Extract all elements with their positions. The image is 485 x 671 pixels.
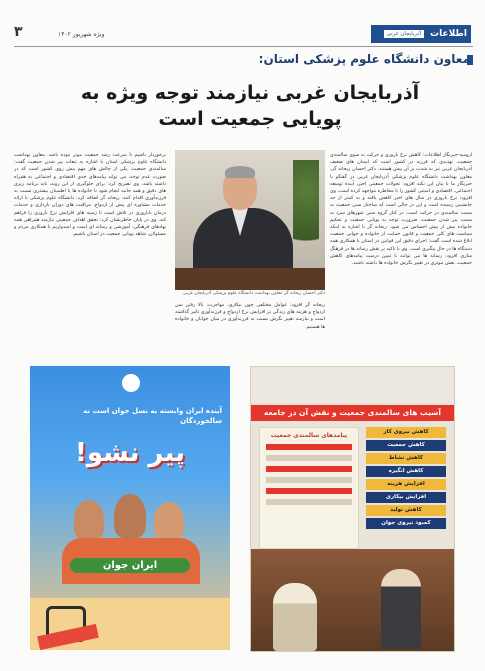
harm-item: کمبود نیروی جوان bbox=[366, 518, 446, 529]
info-panel bbox=[259, 427, 359, 549]
family-member-shape bbox=[114, 494, 146, 538]
article-text-middle: ریحانه گر افزود: عوامل مختلفی چون بیکاری، مهاجرت، بالا رفتن سن ازدواج و هزینه های زندگی بر افزایش نرخ ازدواج و فرزندآوری تاثیر گذاشته است و نیازمند تغییر نگرش نسبت به فرزندآوری در میان جوانان و خانواده ها هستیم. bbox=[175, 303, 325, 330]
harms-list bbox=[366, 427, 446, 531]
logo-subtitle: آذربایجان غربی bbox=[384, 30, 424, 38]
person-hair bbox=[225, 166, 255, 178]
info-bar bbox=[266, 444, 352, 450]
elderly-woman-shape bbox=[273, 583, 317, 651]
harm-item: کاهش جمعیت bbox=[366, 440, 446, 451]
article-headline: آذربایجان غربی نیازمند توجه ویژه به پویایی جمعیت است bbox=[80, 82, 420, 130]
info-bar bbox=[266, 466, 352, 472]
poster-population-youth bbox=[30, 366, 230, 650]
harm-item: کاهش نشاط bbox=[366, 453, 446, 464]
info-bar bbox=[266, 477, 352, 483]
poster-banner: ایران جوان bbox=[70, 558, 190, 573]
family-member-shape bbox=[74, 500, 104, 540]
article-text-left: برخوردار باشیم تا سرعت رشد جمعیت موثر نبوده باشد. معاون بهداشت دانشگاه علوم پزشکی استان با اشاره به تبعات پیر شدن جمعیت گفت: سالمندی جمعیت، یکی از چالش های مهم پیش روی کشور است که در صورت عدم توجه، می تواند پیامدهای جدی اقتصادی و اجتماعی به همراه داشته باشد. وی تصریح کرد: برای جلوگیری از این روند، باید برنامه ریزی های دقیق و همه جانبه انجام شود تا خانواده ها با اطمینان بیشتری نسبت به فرزندآوری اقدام کنند. ریحانه گر اضافه کرد: دانشگاه علوم پزشکی با ارائه خدمات مشاوره ای پیش از ازدواج، مراقبت های دوران بارداری و خدمات درمان ناباروری در تلاش است تا زمینه های افزایش نرخ باروری را فراهم کند. وی در پایان خاطرنشان کرد: تحقق اهداف جمعیتی نیازمند همراهی همه نهادهای فرهنگی، آموزشی و رسانه ای است و امیدواریم با همکاری مردم و مسئولان، شاهد پویایی جمعیت در استان باشیم. bbox=[14, 153, 166, 238]
elderly-man-shape bbox=[381, 569, 421, 649]
article-column-middle bbox=[175, 302, 325, 368]
article-column-left bbox=[14, 152, 166, 382]
header-divider bbox=[14, 46, 473, 47]
article-photo bbox=[175, 150, 325, 290]
harm-item: کاهش نیروی کار bbox=[366, 427, 446, 438]
elderly-scene bbox=[251, 549, 454, 651]
harm-item: افزایش هزینه bbox=[366, 479, 446, 490]
logo-title: اطلاعات bbox=[430, 29, 467, 39]
newspaper-logo bbox=[371, 25, 471, 43]
plant-shape bbox=[293, 160, 319, 260]
info-bar bbox=[266, 455, 352, 461]
issue-date: ویژه شهریور ۱۴۰۲ bbox=[58, 31, 105, 38]
info-title: پیامدهای سالمندی جمعیت bbox=[270, 432, 348, 439]
harm-item: کاهش تولید bbox=[366, 505, 446, 516]
info-bar bbox=[266, 488, 352, 494]
poster-title: پیر نشو! bbox=[75, 438, 185, 468]
poster-slogan: آینده ایران وابسته به نسل جوان است نه سالخوردگان bbox=[83, 407, 222, 425]
photo-caption: دکتر احسان ریحانه گر معاون بهداشت دانشگاه علوم پزشکی آذربایجان غربی bbox=[182, 291, 325, 296]
page-number: ۳ bbox=[14, 24, 23, 40]
desk-shape bbox=[175, 268, 325, 290]
info-bar bbox=[266, 499, 352, 505]
emblem-icon bbox=[122, 374, 140, 392]
family-member-shape bbox=[154, 502, 184, 540]
poster-title: آسیب های سالمندی جمعیت و نقش آن در جامعه bbox=[251, 405, 454, 421]
harm-item: افزایش بیکاری bbox=[366, 492, 446, 503]
poster-aging-harms bbox=[250, 366, 455, 652]
family-illustration bbox=[54, 490, 206, 590]
harm-item: کاهش انگیزه bbox=[366, 466, 446, 477]
poster-header bbox=[251, 367, 454, 403]
article-kicker: معاون دانشگاه علوم پزشکی استان: bbox=[258, 52, 470, 66]
article-text-right: ارومیه-خبرنگار اطلاعات: کاهش نرخ باروری و حرکت به سوی سالمندی جمعیت، تهدیدی که فرزند در کشور است که استان های ضعیف آذربایجان غربی نیز به شدت بر آن پیش هستند. دکتر احسان ریحانه گر، معاون بهداشت دانشگاه علوم پزشکی آذربایجان غربی در گفتگو با خبرنگار ما با بیان این نکته افزود: تحولات جمعیتی اخیر، آینده توسعه اجتماعی، اقتصادی و امنیتی کشور را با مخاطره مواجهه کرده است. وی افزود: نرخ باروری در سال های اخیر کاهش یافته و به کمتر از حد جانشینی رسیده است و این در حالی است که ساختار سنی جمعیت به سمت سالمندی در حرکت است. در کنار گروه سنی شهرهای سرد به سمت پیر شدن جمعیت، ضرورت توجه به پویایی جمعیت و تحکیم خانواده بیش از پیش احساس می شود. ریحانه گر با اشاره به اینکه سیاست های کلی جمعیت و قانون حمایت از خانواده و جوانی جمعیت ابلاغ شده است گفت: اجرای دقیق این قوانین در استان با همکاری همه دستگاه ها در حال پیگیری است. وی با تاکید بر نقش رسانه ها در فرهنگ سازی افزود: رسانه ها می توانند با تبیین درست پیامدهای کاهش جمعیت، نقش موثری در تغییر نگرش خانواده ها داشته باشند. bbox=[330, 153, 472, 267]
article-column-right bbox=[330, 152, 472, 392]
